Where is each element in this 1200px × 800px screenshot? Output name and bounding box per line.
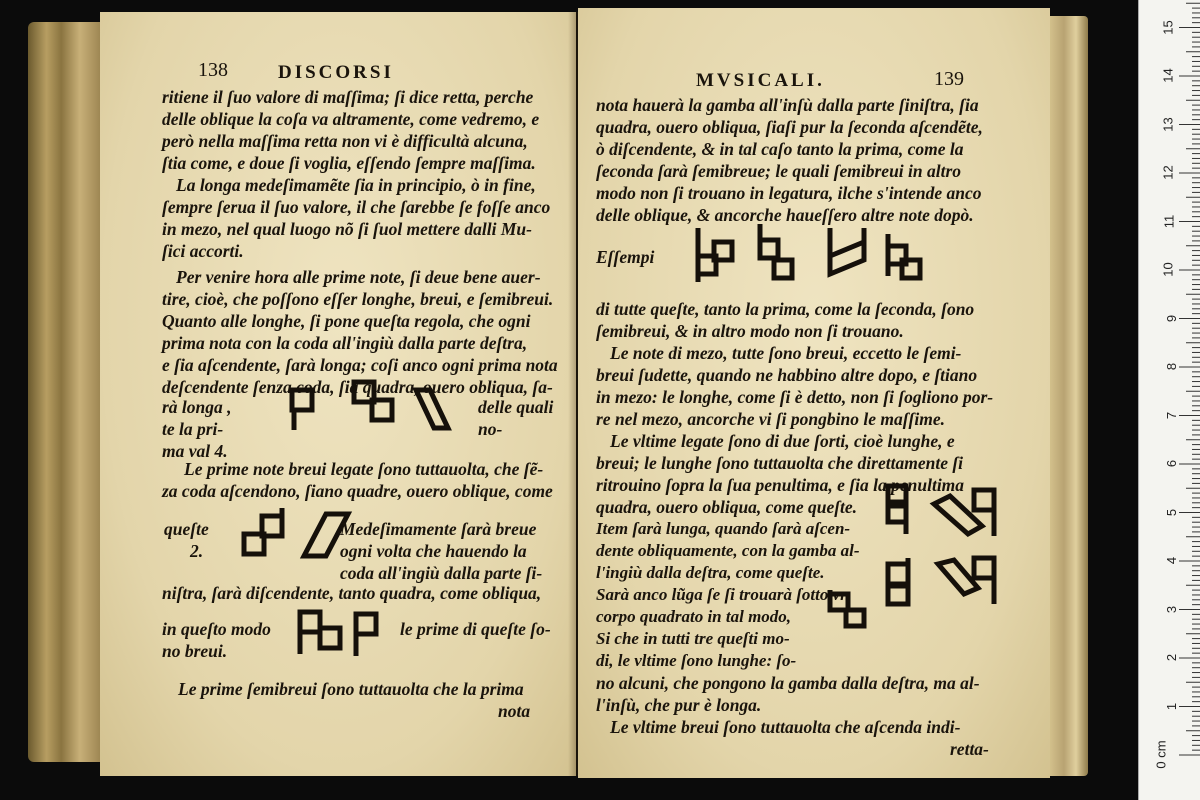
text-line: ſtia come, e doue ſi voglia, eſſendo ſempre maſſima. <box>162 153 536 173</box>
text-block <box>596 518 860 672</box>
ruler-tick-label: 14 <box>1160 68 1176 83</box>
running-head: MVSICALI. <box>696 70 825 91</box>
text-line: deſcendente ſenza coda, ſia quadra, ouero obliqua, ſa- <box>162 377 553 397</box>
text-block <box>178 678 524 700</box>
ruler-tick-label: 10 <box>1160 262 1176 277</box>
ruler-tick-label: 8 <box>1163 362 1179 371</box>
text-line: La longa medeſimamẽte ſia in principio, ò in fine, <box>176 175 536 195</box>
text-line: queſte <box>164 519 209 539</box>
text-line: Quanto alle longhe, ſi pone queſta regola, che ogni <box>162 311 531 331</box>
text-line: nota hauerà la gamba all'inſù dalla parte ſiniſtra, ſia <box>596 95 979 115</box>
ruler-tick-label: 11 <box>1160 214 1176 228</box>
text-block <box>596 672 980 738</box>
text-line: te la pri- <box>162 419 224 439</box>
example-caption-left <box>164 518 209 562</box>
text-line: e ſia aſcendente, ſarà longa; coſi anco ogni prima nota <box>162 355 558 375</box>
ruler-tick-label: 6 <box>1163 459 1179 468</box>
text-line: ritiene il ſuo valore di maſſima; ſi dice retta, perche <box>162 87 534 107</box>
text-line: Le prime ſemibreui ſono tuttauolta che la prima <box>178 679 524 699</box>
ruler-tick-label: 9 <box>1163 314 1179 322</box>
text-line: di tutte queſte, tanto la prima, come la ſeconda, ſono <box>596 299 975 319</box>
ruler-tick-label: 5 <box>1163 508 1179 516</box>
text-block <box>162 458 553 502</box>
text-line: Medeſimamente ſarà breue <box>340 519 537 539</box>
ruler-tick-label: 12 <box>1160 165 1176 180</box>
ruler-tick-label: 13 <box>1160 116 1176 132</box>
page-number: 139 <box>934 68 964 90</box>
right-page <box>578 8 1050 778</box>
text-line: re nel mezo, ancorche vi ſi pongbino le maſſime. <box>596 409 945 429</box>
text-line: ſici accorti. <box>162 241 244 261</box>
text-line: coda all'ingiù dalla parte ſi- <box>340 563 543 583</box>
text-line: delle oblique la coſa va altramente, come vedremo, e <box>162 109 540 129</box>
text-line: l'ingiù dalla deſtra, come queſte. <box>596 563 825 582</box>
ruler-tick-label: 7 <box>1163 411 1179 419</box>
text-line: no alcuni, che pongono la gamba dalla deſtra, ma al- <box>596 673 980 693</box>
text-line: Le note di mezo, tutte ſono breui, eccetto le ſemi- <box>610 343 962 363</box>
text-line: Le vltime breui ſono tuttauolta che aſcenda indi- <box>610 717 961 737</box>
text-line: breui; le lunghe ſono tuttauolta che direttamente ſi <box>596 453 964 473</box>
catchword: nota <box>498 701 531 721</box>
text-line: però nella maſſima retta non vi è difficultà alcuna, <box>162 131 528 151</box>
text-line: ma val 4. <box>162 441 228 461</box>
text-line: dente obliquamente, con la gamba al- <box>596 541 860 560</box>
ruler-tick-label: 1 <box>1163 702 1179 710</box>
ruler-tick-label: 4 <box>1163 556 1179 565</box>
text-line: ſeconda ſarà ſemibreue; le quali ſemibreui in altro <box>596 161 962 181</box>
ligature-notes-breve-descending <box>286 602 396 664</box>
text-line: breui ſudette, quando ne habbino altre dopo, e ſtiano <box>596 365 978 385</box>
text-line: rà longa , <box>162 397 232 417</box>
text-line: in mezo: le longhe, come ſi è detto, non ſi ſogliono por- <box>596 387 994 407</box>
text-line: in mezo, nel qual luogo nõ ſi ſuol mettere dalli Mu- <box>162 219 532 239</box>
text-line: ſempre ſerua il ſuo valore, il che ſarebbe ſe foſſe anco <box>162 197 551 217</box>
text-line: ogni volta che hauendo la <box>340 541 527 561</box>
text-line: Item ſarà lunga, quando ſarà aſcen- <box>596 519 851 538</box>
text-line: tire, cioè, che poſſono eſſer longhe, breui, e ſemibreui. <box>162 289 554 309</box>
text-line: niſtra, ſarà diſcendente, tanto quadra, come obliqua, <box>162 583 542 603</box>
text-line: delle oblique, & ancorche haueſſero altre note dopò. <box>596 205 974 225</box>
ligature-notes-final-longa <box>878 476 1038 636</box>
ruler-tick-label: 3 <box>1163 605 1179 613</box>
text-line: 2. <box>190 541 204 561</box>
ligature-notes-longa <box>282 374 462 446</box>
text-line: Le vltime legate ſono di due ſorti, cioè lunghe, e <box>610 431 955 451</box>
text-line: Sarà anco lũga ſe ſi trouarà ſotto vn <box>596 585 850 604</box>
text-line: quadra, ouero obliqua, ſiaſi pur la ſeconda aſcendẽte, <box>596 117 983 137</box>
book-edge-right <box>1048 16 1088 776</box>
ligature-notes-under-square <box>822 586 882 636</box>
book-edge-left <box>28 22 102 762</box>
text-block <box>162 582 541 604</box>
open-book <box>28 8 1088 788</box>
catchword: retta- <box>950 739 989 759</box>
text-line: quadra, ouero obliqua, come queſte. <box>596 497 858 517</box>
text-line: ò diſcendente, & in tal caſo tanto la prima, come la <box>596 139 964 159</box>
example-label: Eſſempi <box>596 247 655 267</box>
measuring-ruler <box>1138 0 1200 800</box>
text-line: di, le vltime ſono lunghe: ſo- <box>596 651 797 670</box>
text-line: za coda aſcendono, ſiano quadre, ouero oblique, come <box>162 481 553 501</box>
text-line: ritrouino ſopra la ſua penultima, e ſia la penultima <box>596 475 965 495</box>
text-block <box>162 86 558 398</box>
text-line: Le prime note breui legate ſono tuttauolta, che ſẽ- <box>184 459 544 479</box>
left-page <box>100 12 576 776</box>
ruler-tick-label: 2 <box>1163 653 1179 662</box>
text-line: prima nota con la coda all'ingiù dalla parte deſtra, <box>162 333 528 353</box>
text-line: no breui. <box>162 641 228 661</box>
text-block <box>596 94 983 226</box>
example-caption-left <box>162 618 271 662</box>
text-line: ſemibreui, & in altro modo non ſi trouano. <box>596 321 904 341</box>
example-caption-right: le prime di queſte ſo- <box>400 619 551 639</box>
example-caption-right <box>340 518 542 584</box>
page-number: 138 <box>198 59 228 81</box>
text-line: Si che in tutti tre queſti mo- <box>596 629 790 648</box>
ruler-tick-label: 15 <box>1160 19 1176 35</box>
ligature-notes-semibreve <box>688 220 948 292</box>
text-line: corpo quadrato in tal modo, <box>596 607 792 626</box>
text-line: in queſto modo <box>162 619 271 639</box>
running-head: DISCORSI <box>278 62 394 83</box>
text-line: Per venire hora alle prime note, ſi deue bene auer- <box>176 267 541 287</box>
example-caption-left <box>162 396 232 462</box>
ruler-tick-label: 0 cm <box>1153 740 1169 769</box>
example-caption-right: delle quali no- <box>478 397 554 439</box>
text-line: modo non ſi trouano in legatura, ilche s'intende anco <box>596 183 982 203</box>
text-line: l'inſù, che pur è longa. <box>596 695 762 715</box>
